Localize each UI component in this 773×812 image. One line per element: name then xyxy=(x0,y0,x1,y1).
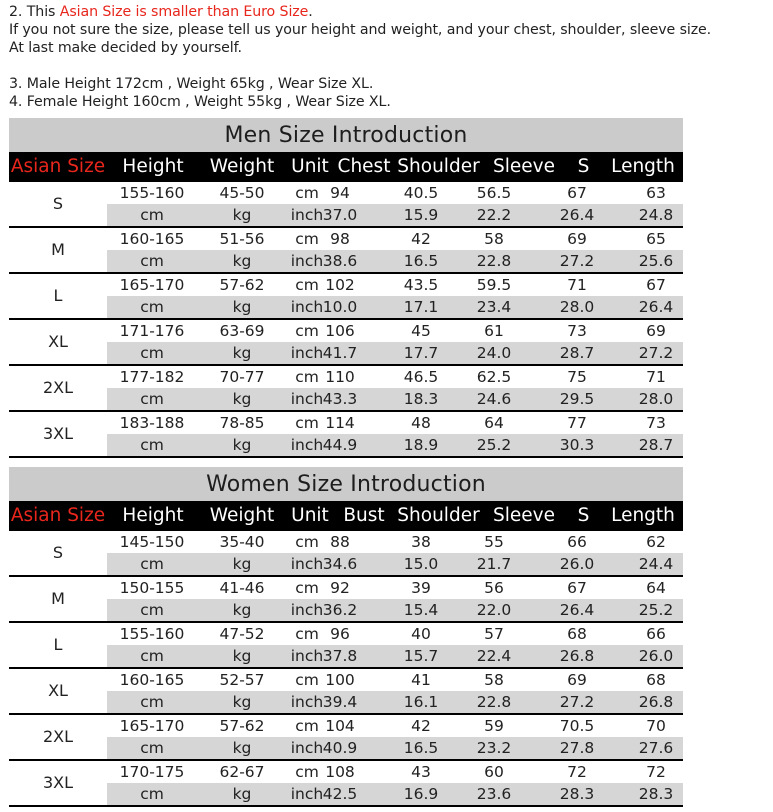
table-row xyxy=(9,669,683,715)
cell-height: cm xyxy=(140,601,164,619)
cell-length: 27.2 xyxy=(638,344,674,362)
cell-chest-bust: 98 xyxy=(330,230,350,248)
cell-weight: kg xyxy=(232,390,252,408)
note-text: . xyxy=(308,4,313,20)
cell-weight: kg xyxy=(232,206,252,224)
table-row xyxy=(9,182,683,228)
cell-s: 26.4 xyxy=(559,601,595,619)
row-values xyxy=(107,228,683,250)
row-values xyxy=(107,320,683,342)
header-asian-size: Asian Size xyxy=(10,156,106,177)
row-values xyxy=(107,669,683,691)
cell-chest-bust: 100 xyxy=(325,671,355,689)
cell-s: 26.0 xyxy=(559,555,595,573)
cell-unit: inch xyxy=(290,252,324,270)
cell-weight: 51-56 xyxy=(219,230,265,248)
row-units-inches xyxy=(107,783,683,805)
header-chest-bust: Bust xyxy=(343,505,385,526)
cell-shoulder: 48 xyxy=(411,414,431,432)
cell-chest-bust: 34.6 xyxy=(322,555,358,573)
row-values xyxy=(107,761,683,783)
cell-height: 150-155 xyxy=(119,579,185,597)
cell-shoulder: 15.9 xyxy=(403,206,439,224)
cell-sleeve: 22.0 xyxy=(476,601,512,619)
cell-weight: kg xyxy=(232,555,252,573)
cell-height: 177-182 xyxy=(119,368,185,386)
cell-s: 28.0 xyxy=(559,298,595,316)
cell-sleeve: 56.5 xyxy=(476,184,512,202)
table-row xyxy=(9,274,683,320)
cell-s: 29.5 xyxy=(559,390,595,408)
cell-weight: 52-57 xyxy=(219,671,265,689)
cell-s: 70.5 xyxy=(559,717,595,735)
cell-chest-bust: 40.9 xyxy=(322,739,358,757)
cell-shoulder: 16.5 xyxy=(403,252,439,270)
cell-height: cm xyxy=(140,390,164,408)
cell-sleeve: 25.2 xyxy=(476,436,512,454)
cell-weight: 41-46 xyxy=(219,579,265,597)
cell-height: cm xyxy=(140,252,164,270)
cell-length: 24.8 xyxy=(638,206,674,224)
cell-s: 27.2 xyxy=(559,252,595,270)
cell-height: cm xyxy=(140,693,164,711)
cell-weight: 35-40 xyxy=(219,533,265,551)
cell-length: 28.7 xyxy=(638,436,674,454)
cell-height: 171-176 xyxy=(119,322,185,340)
cell-sleeve: 62.5 xyxy=(476,368,512,386)
row-units-inches xyxy=(107,296,683,318)
cell-unit: inch xyxy=(290,601,324,619)
table-row xyxy=(9,366,683,412)
cell-shoulder: 16.9 xyxy=(403,785,439,803)
cell-length: 28.3 xyxy=(638,785,674,803)
cell-height: 160-165 xyxy=(119,671,185,689)
table-row xyxy=(9,412,683,458)
header-unit: Unit xyxy=(291,156,329,177)
cell-unit: inch xyxy=(290,785,324,803)
cell-unit: inch xyxy=(290,206,324,224)
cell-height: 183-188 xyxy=(119,414,185,432)
row-values xyxy=(107,577,683,599)
cell-weight: 47-52 xyxy=(219,625,265,643)
cell-sleeve: 55 xyxy=(484,533,504,551)
cell-height: 165-170 xyxy=(119,276,185,294)
cell-s: 28.7 xyxy=(559,344,595,362)
cell-height: cm xyxy=(140,555,164,573)
note-highlight: Asian Size is smaller than Euro Size xyxy=(59,4,309,20)
cell-length: 73 xyxy=(646,414,666,432)
cell-height: 170-175 xyxy=(119,763,185,781)
cell-sleeve: 56 xyxy=(484,579,504,597)
cell-s: 77 xyxy=(567,414,587,432)
cell-s: 27.8 xyxy=(559,739,595,757)
table-row xyxy=(9,715,683,761)
note-text: 2. This xyxy=(9,4,60,20)
cell-sleeve: 59 xyxy=(484,717,504,735)
row-units-inches xyxy=(107,204,683,226)
cell-unit: cm xyxy=(295,717,319,735)
cell-weight: kg xyxy=(232,601,252,619)
row-units-inches xyxy=(107,388,683,410)
cell-height: cm xyxy=(140,785,164,803)
table-row xyxy=(9,761,683,807)
cell-s: 67 xyxy=(567,184,587,202)
cell-weight: 70-77 xyxy=(219,368,265,386)
note-asian-size xyxy=(9,3,769,21)
header-unit: Unit xyxy=(291,505,329,526)
cell-s: 68 xyxy=(567,625,587,643)
cell-s: 67 xyxy=(567,579,587,597)
cell-unit: cm xyxy=(295,368,319,386)
header-s: S xyxy=(577,505,590,526)
cell-length: 26.4 xyxy=(638,298,674,316)
cell-sleeve: 59.5 xyxy=(476,276,512,294)
cell-chest-bust: 44.9 xyxy=(322,436,358,454)
cell-shoulder: 39 xyxy=(411,579,431,597)
cell-sleeve: 64 xyxy=(484,414,504,432)
cell-sleeve: 22.2 xyxy=(476,206,512,224)
row-units-inches xyxy=(107,434,683,456)
cell-s: 26.4 xyxy=(559,206,595,224)
cell-sleeve: 57 xyxy=(484,625,504,643)
cell-weight: kg xyxy=(232,647,252,665)
cell-weight: 78-85 xyxy=(219,414,265,432)
cell-shoulder: 40 xyxy=(411,625,431,643)
cell-unit: cm xyxy=(295,276,319,294)
table-row xyxy=(9,623,683,669)
cell-weight: kg xyxy=(232,693,252,711)
size-notes xyxy=(9,3,769,111)
cell-sleeve: 22.4 xyxy=(476,647,512,665)
cell-weight: 57-62 xyxy=(219,276,265,294)
row-values xyxy=(107,531,683,553)
cell-length: 28.0 xyxy=(638,390,674,408)
row-values xyxy=(107,182,683,204)
cell-height: 165-170 xyxy=(119,717,185,735)
cell-sleeve: 58 xyxy=(484,230,504,248)
cell-unit: inch xyxy=(290,555,324,573)
header-s: S xyxy=(577,156,590,177)
cell-weight: kg xyxy=(232,436,252,454)
cell-chest-bust: 41.7 xyxy=(322,344,358,362)
cell-chest-bust: 114 xyxy=(325,414,355,432)
row-units-inches xyxy=(107,342,683,364)
cell-s: 75 xyxy=(567,368,587,386)
note-female-example: 4. Female Height 160cm , Weight 55kg , Wear Size XL. xyxy=(9,94,391,110)
cell-weight: kg xyxy=(232,298,252,316)
row-values xyxy=(107,366,683,388)
cell-height: cm xyxy=(140,206,164,224)
note-decide: At last make decided by yourself. xyxy=(9,40,242,56)
cell-length: 71 xyxy=(646,368,666,386)
cell-unit: inch xyxy=(290,436,324,454)
header-sleeve: Sleeve xyxy=(493,156,555,177)
cell-weight: kg xyxy=(232,739,252,757)
cell-unit: inch xyxy=(290,739,324,757)
cell-unit: inch xyxy=(290,693,324,711)
cell-length: 68 xyxy=(646,671,666,689)
cell-sleeve: 23.6 xyxy=(476,785,512,803)
header-height: Height xyxy=(122,156,184,177)
cell-s: 26.8 xyxy=(559,647,595,665)
cell-sleeve: 61 xyxy=(484,322,504,340)
cell-length: 65 xyxy=(646,230,666,248)
cell-shoulder: 42 xyxy=(411,230,431,248)
women-table-header xyxy=(9,501,683,531)
cell-weight: kg xyxy=(232,252,252,270)
cell-sleeve: 60 xyxy=(484,763,504,781)
header-length: Length xyxy=(611,505,675,526)
table-row xyxy=(9,531,683,577)
cell-chest-bust: 102 xyxy=(325,276,355,294)
row-units-inches xyxy=(107,553,683,575)
cell-unit: inch xyxy=(290,298,324,316)
header-length: Length xyxy=(611,156,675,177)
cell-unit: cm xyxy=(295,671,319,689)
cell-height: cm xyxy=(140,344,164,362)
header-sleeve: Sleeve xyxy=(493,505,555,526)
cell-shoulder: 46.5 xyxy=(403,368,439,386)
row-units-inches xyxy=(107,691,683,713)
cell-shoulder: 15.0 xyxy=(403,555,439,573)
cell-height: 155-160 xyxy=(119,184,185,202)
cell-shoulder: 17.1 xyxy=(403,298,439,316)
men-table-header xyxy=(9,152,683,182)
cell-chest-bust: 92 xyxy=(330,579,350,597)
table-row xyxy=(9,320,683,366)
cell-length: 62 xyxy=(646,533,666,551)
cell-length: 25.6 xyxy=(638,252,674,270)
cell-length: 24.4 xyxy=(638,555,674,573)
note-male-example: 3. Male Height 172cm , Weight 65kg , Wear Size XL. xyxy=(9,76,374,92)
cell-height: 155-160 xyxy=(119,625,185,643)
cell-chest-bust: 108 xyxy=(325,763,355,781)
table-row xyxy=(9,577,683,623)
women-table-title: Women Size Introduction xyxy=(9,467,683,501)
cell-weight: 57-62 xyxy=(219,717,265,735)
cell-height: cm xyxy=(140,436,164,454)
header-shoulder: Shoulder xyxy=(397,505,480,526)
cell-length: 26.8 xyxy=(638,693,674,711)
cell-length: 70 xyxy=(646,717,666,735)
cell-s: 27.2 xyxy=(559,693,595,711)
size-label: M xyxy=(9,228,107,272)
cell-weight: kg xyxy=(232,344,252,362)
cell-s: 30.3 xyxy=(559,436,595,454)
size-label: 3XL xyxy=(9,761,107,805)
row-units-inches xyxy=(107,250,683,272)
cell-chest-bust: 104 xyxy=(325,717,355,735)
cell-unit: inch xyxy=(290,344,324,362)
cell-chest-bust: 39.4 xyxy=(322,693,358,711)
cell-sleeve: 23.4 xyxy=(476,298,512,316)
cell-sleeve: 21.7 xyxy=(476,555,512,573)
cell-weight: 45-50 xyxy=(219,184,265,202)
cell-chest-bust: 38.6 xyxy=(322,252,358,270)
row-units-inches xyxy=(107,645,683,667)
size-label: M xyxy=(9,577,107,621)
cell-sleeve: 24.6 xyxy=(476,390,512,408)
cell-shoulder: 43.5 xyxy=(403,276,439,294)
cell-sleeve: 58 xyxy=(484,671,504,689)
cell-shoulder: 43 xyxy=(411,763,431,781)
size-label: XL xyxy=(9,320,107,364)
cell-shoulder: 18.3 xyxy=(403,390,439,408)
cell-unit: cm xyxy=(295,184,319,202)
header-shoulder: Shoulder xyxy=(397,156,480,177)
cell-shoulder: 45 xyxy=(411,322,431,340)
cell-s: 71 xyxy=(567,276,587,294)
cell-unit: cm xyxy=(295,414,319,432)
cell-length: 63 xyxy=(646,184,666,202)
cell-unit: cm xyxy=(295,579,319,597)
cell-unit: cm xyxy=(295,230,319,248)
cell-shoulder: 38 xyxy=(411,533,431,551)
cell-unit: cm xyxy=(295,763,319,781)
men-table-title: Men Size Introduction xyxy=(9,118,683,152)
cell-height: cm xyxy=(140,647,164,665)
cell-length: 66 xyxy=(646,625,666,643)
size-label: 3XL xyxy=(9,412,107,456)
cell-chest-bust: 106 xyxy=(325,322,355,340)
cell-length: 26.0 xyxy=(638,647,674,665)
cell-chest-bust: 36.2 xyxy=(322,601,358,619)
cell-unit: inch xyxy=(290,390,324,408)
row-units-inches xyxy=(107,737,683,759)
cell-s: 73 xyxy=(567,322,587,340)
cell-shoulder: 15.4 xyxy=(403,601,439,619)
cell-length: 67 xyxy=(646,276,666,294)
cell-chest-bust: 96 xyxy=(330,625,350,643)
cell-length: 27.6 xyxy=(638,739,674,757)
cell-height: 160-165 xyxy=(119,230,185,248)
cell-chest-bust: 88 xyxy=(330,533,350,551)
cell-chest-bust: 10.0 xyxy=(322,298,358,316)
cell-shoulder: 15.7 xyxy=(403,647,439,665)
cell-chest-bust: 94 xyxy=(330,184,350,202)
header-height: Height xyxy=(122,505,184,526)
size-label: XL xyxy=(9,669,107,713)
cell-s: 66 xyxy=(567,533,587,551)
cell-unit: inch xyxy=(290,647,324,665)
row-values xyxy=(107,715,683,737)
cell-unit: cm xyxy=(295,625,319,643)
cell-chest-bust: 37.0 xyxy=(322,206,358,224)
note-unsure: If you not sure the size, please tell us your height and weight, and your chest, shoulder, sleeve size. xyxy=(9,22,712,38)
cell-height: 145-150 xyxy=(119,533,185,551)
cell-height: cm xyxy=(140,739,164,757)
cell-sleeve: 22.8 xyxy=(476,252,512,270)
size-label: L xyxy=(9,274,107,318)
size-label: L xyxy=(9,623,107,667)
header-chest-bust: Chest xyxy=(337,156,391,177)
cell-length: 69 xyxy=(646,322,666,340)
header-weight: Weight xyxy=(209,156,275,177)
cell-length: 25.2 xyxy=(638,601,674,619)
cell-shoulder: 42 xyxy=(411,717,431,735)
size-label: S xyxy=(9,531,107,575)
cell-s: 69 xyxy=(567,671,587,689)
cell-chest-bust: 110 xyxy=(325,368,355,386)
cell-length: 72 xyxy=(646,763,666,781)
cell-sleeve: 23.2 xyxy=(476,739,512,757)
cell-shoulder: 18.9 xyxy=(403,436,439,454)
row-values xyxy=(107,623,683,645)
cell-sleeve: 22.8 xyxy=(476,693,512,711)
cell-shoulder: 16.5 xyxy=(403,739,439,757)
cell-height: cm xyxy=(140,298,164,316)
size-label: 2XL xyxy=(9,715,107,759)
cell-s: 69 xyxy=(567,230,587,248)
women-size-table xyxy=(9,467,683,807)
table-row xyxy=(9,228,683,274)
cell-sleeve: 24.0 xyxy=(476,344,512,362)
cell-chest-bust: 42.5 xyxy=(322,785,358,803)
cell-weight: 62-67 xyxy=(219,763,265,781)
size-label: 2XL xyxy=(9,366,107,410)
cell-s: 28.3 xyxy=(559,785,595,803)
cell-chest-bust: 43.3 xyxy=(322,390,358,408)
size-label: S xyxy=(9,182,107,226)
cell-shoulder: 16.1 xyxy=(403,693,439,711)
cell-chest-bust: 37.8 xyxy=(322,647,358,665)
cell-unit: cm xyxy=(295,322,319,340)
cell-shoulder: 41 xyxy=(411,671,431,689)
cell-s: 72 xyxy=(567,763,587,781)
cell-shoulder: 40.5 xyxy=(403,184,439,202)
row-values xyxy=(107,274,683,296)
row-values xyxy=(107,412,683,434)
row-units-inches xyxy=(107,599,683,621)
cell-weight: kg xyxy=(232,785,252,803)
men-size-table xyxy=(9,118,683,458)
cell-shoulder: 17.7 xyxy=(403,344,439,362)
cell-weight: 63-69 xyxy=(219,322,265,340)
cell-length: 64 xyxy=(646,579,666,597)
cell-unit: cm xyxy=(295,533,319,551)
header-asian-size: Asian Size xyxy=(10,505,106,526)
header-weight: Weight xyxy=(209,505,275,526)
